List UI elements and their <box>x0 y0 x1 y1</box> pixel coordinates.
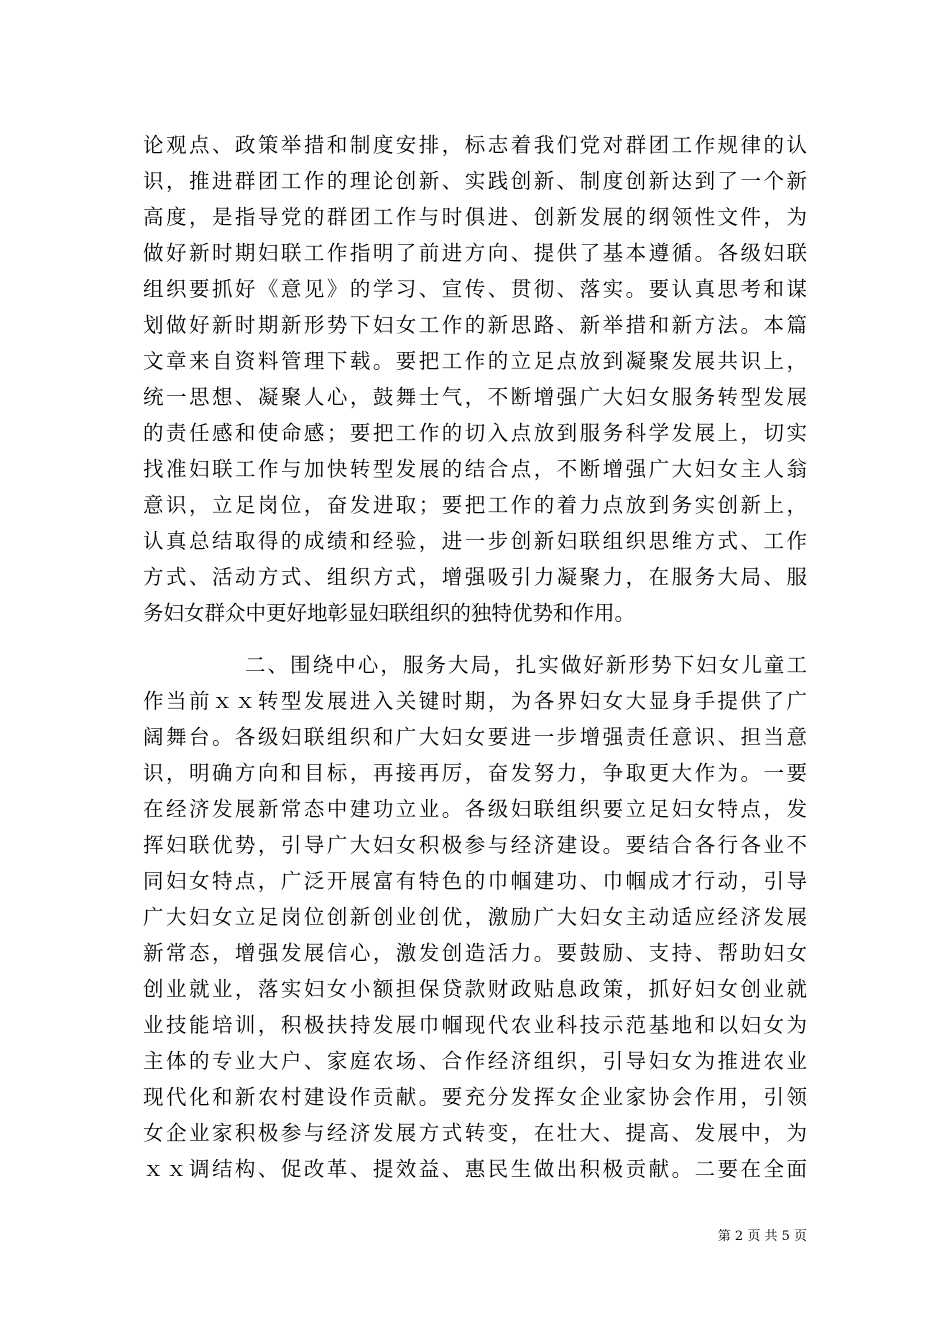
paragraph-1-line: 务妇女群众中更好地彰显妇联组织的独特优势和作用。 <box>143 601 635 625</box>
paragraph-1-line: 找准妇联工作与加快转型发展的结合点，不断增强广大妇女主人翁 <box>143 457 807 481</box>
paragraph-2-line: 作当前ｘｘ转型发展进入关键时期，为各界妇女大显身手提供了广 <box>143 689 807 713</box>
paragraph-2-heading-line: 二、围绕中心，服务大局，扎实做好新形势下妇女儿童工 <box>245 653 807 677</box>
paragraph-1-line: 统一思想、凝聚人心，鼓舞士气，不断增强广大妇女服务转型发展 <box>143 385 807 409</box>
paragraph-1-line: 识，推进群团工作的理论创新、实践创新、制度创新达到了一个新 <box>143 169 807 193</box>
paragraph-1-line: 组织要抓好《意见》的学习、宣传、贯彻、落实。要认真思考和谋 <box>143 277 807 301</box>
paragraph-2-line: 新常态，增强发展信心，激发创造活力。要鼓励、支持、帮助妇女 <box>143 941 807 965</box>
page-number-footer: 第 2 页 共 5 页 <box>717 1229 807 1244</box>
paragraph-1-line: 方式、活动方式、组织方式，增强吸引力凝聚力，在服务大局、服 <box>143 565 807 589</box>
paragraph-2-line: 阔舞台。各级妇联组织和广大妇女要进一步增强责任意识、担当意 <box>143 725 807 749</box>
paragraph-2-line: ｘｘ调结构、促改革、提效益、惠民生做出积极贡献。二要在全面 <box>143 1157 807 1181</box>
paragraph-2-line: 广大妇女立足岗位创新创业创优，激励广大妇女主动适应经济发展 <box>143 905 807 929</box>
paragraph-1-line: 划做好新时期新形势下妇女工作的新思路、新举措和新方法。本篇 <box>143 313 807 337</box>
paragraph-2-line: 女企业家积极参与经济发展方式转变，在壮大、提高、发展中，为 <box>143 1121 807 1145</box>
paragraph-1-line: 做好新时期妇联工作指明了前进方向、提供了基本遵循。各级妇联 <box>143 241 807 265</box>
paragraph-2-line: 主体的专业大户、家庭农场、合作经济组织，引导妇女为推进农业 <box>143 1049 807 1073</box>
paragraph-2-line: 同妇女特点，广泛开展富有特色的巾帼建功、巾帼成才行动，引导 <box>143 869 807 893</box>
paragraph-1-line: 文章来自资料管理下载。要把工作的立足点放到凝聚发展共识上， <box>143 349 807 373</box>
paragraph-2-line: 识，明确方向和目标，再接再厉，奋发努力，争取更大作为。一要 <box>143 761 807 785</box>
paragraph-1-line: 论观点、政策举措和制度安排，标志着我们党对群团工作规律的认 <box>143 133 807 157</box>
paragraph-1-line: 的责任感和使命感；要把工作的切入点放到服务科学发展上，切实 <box>143 421 807 445</box>
paragraph-2-line: 业技能培训，积极扶持发展巾帼现代农业科技示范基地和以妇女为 <box>143 1013 807 1037</box>
paragraph-1-line: 意识，立足岗位，奋发进取；要把工作的着力点放到务实创新上， <box>143 493 807 517</box>
paragraph-2-line: 现代化和新农村建设作贡献。要充分发挥女企业家协会作用，引领 <box>143 1085 807 1109</box>
paragraph-2-line: 在经济发展新常态中建功立业。各级妇联组织要立足妇女特点，发 <box>143 797 807 821</box>
paragraph-1-line: 认真总结取得的成绩和经验，进一步创新妇联组织思维方式、工作 <box>143 529 807 553</box>
paragraph-2-line: 挥妇联优势，引导广大妇女积极参与经济建设。要结合各行各业不 <box>143 833 807 857</box>
paragraph-2-line: 创业就业，落实妇女小额担保贷款财政贴息政策，抓好妇女创业就 <box>143 977 807 1001</box>
paragraph-1-line: 高度，是指导党的群团工作与时俱进、创新发展的纲领性文件，为 <box>143 205 807 229</box>
